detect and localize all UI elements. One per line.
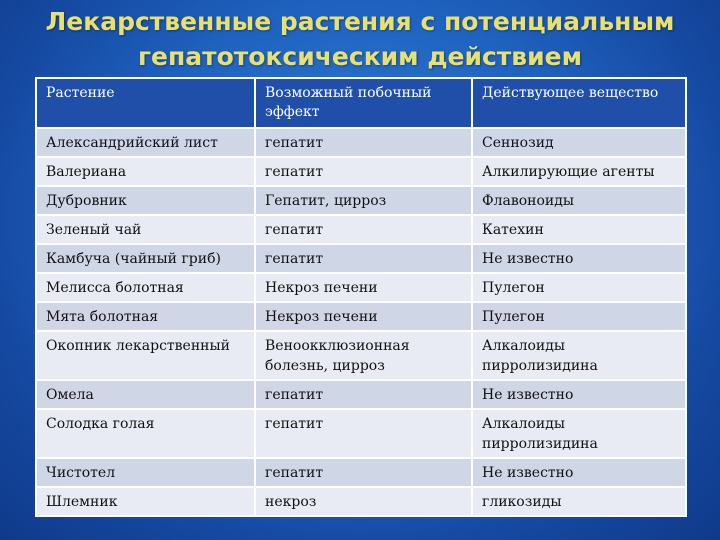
table-row: [36, 215, 686, 244]
plants-table: [35, 77, 687, 517]
cell-plant: Александрийский лист: [36, 128, 255, 157]
cell-plant: Камбуча (чайный гриб): [36, 244, 255, 273]
table-row: [36, 244, 686, 273]
cell-active-substance: Не известно: [472, 380, 686, 409]
cell-side-effect: Некроз печени: [255, 273, 472, 302]
cell-active-substance: Сеннозид: [472, 128, 686, 157]
cell-active-substance: Пулегон: [472, 273, 686, 302]
table-row: [36, 128, 686, 157]
slide-title-line-1: Лекарственные растения с потенциальным: [45, 7, 675, 36]
cell-plant: Мелисса болотная: [36, 273, 255, 302]
cell-side-effect: Некроз печени: [255, 302, 472, 331]
cell-plant: Валериана: [36, 157, 255, 186]
cell-active-substance: Алкилирующие агенты: [472, 157, 686, 186]
cell-plant: Дубровник: [36, 186, 255, 215]
table-row: [36, 302, 686, 331]
cell-active-substance: Пулегон: [472, 302, 686, 331]
cell-side-effect: Веноокклюзионная болезнь, цирроз: [255, 331, 472, 380]
cell-plant: Зеленый чай: [36, 215, 255, 244]
table-row: [36, 186, 686, 215]
cell-active-substance: гликозиды: [472, 487, 686, 516]
cell-active-substance: Не известно: [472, 244, 686, 273]
cell-plant: Мята болотная: [36, 302, 255, 331]
cell-side-effect: гепатит: [255, 244, 472, 273]
cell-side-effect: гепатит: [255, 409, 472, 458]
cell-active-substance: Алкалоиды пирролизидина: [472, 331, 686, 380]
cell-side-effect: некроз: [255, 487, 472, 516]
slide-title: [0, 4, 720, 74]
cell-plant: Окопник лекарственный: [36, 331, 255, 380]
table-row: [36, 409, 686, 458]
slide-title-line-2: гепатотоксическим действием: [137, 42, 583, 71]
table-header-row: [36, 78, 686, 128]
header-side-effect: Возможный побочный эффект: [255, 78, 472, 128]
cell-plant: Чистотел: [36, 458, 255, 487]
table-row: [36, 487, 686, 516]
cell-side-effect: гепатит: [255, 215, 472, 244]
cell-plant: Солодка голая: [36, 409, 255, 458]
cell-active-substance: Алкалоиды пирролизидина: [472, 409, 686, 458]
cell-plant: Омела: [36, 380, 255, 409]
table-row: [36, 273, 686, 302]
cell-plant: Шлемник: [36, 487, 255, 516]
cell-active-substance: Флавоноиды: [472, 186, 686, 215]
cell-active-substance: Катехин: [472, 215, 686, 244]
table-row: [36, 458, 686, 487]
table-row: [36, 157, 686, 186]
cell-active-substance: Не известно: [472, 458, 686, 487]
cell-side-effect: гепатит: [255, 157, 472, 186]
header-plant: Растение: [36, 78, 255, 128]
header-active-substance: Действующее вещество: [472, 78, 686, 128]
cell-side-effect: гепатит: [255, 380, 472, 409]
cell-side-effect: гепатит: [255, 458, 472, 487]
cell-side-effect: гепатит: [255, 128, 472, 157]
cell-side-effect: Гепатит, цирроз: [255, 186, 472, 215]
table-row: [36, 331, 686, 380]
table-row: [36, 380, 686, 409]
